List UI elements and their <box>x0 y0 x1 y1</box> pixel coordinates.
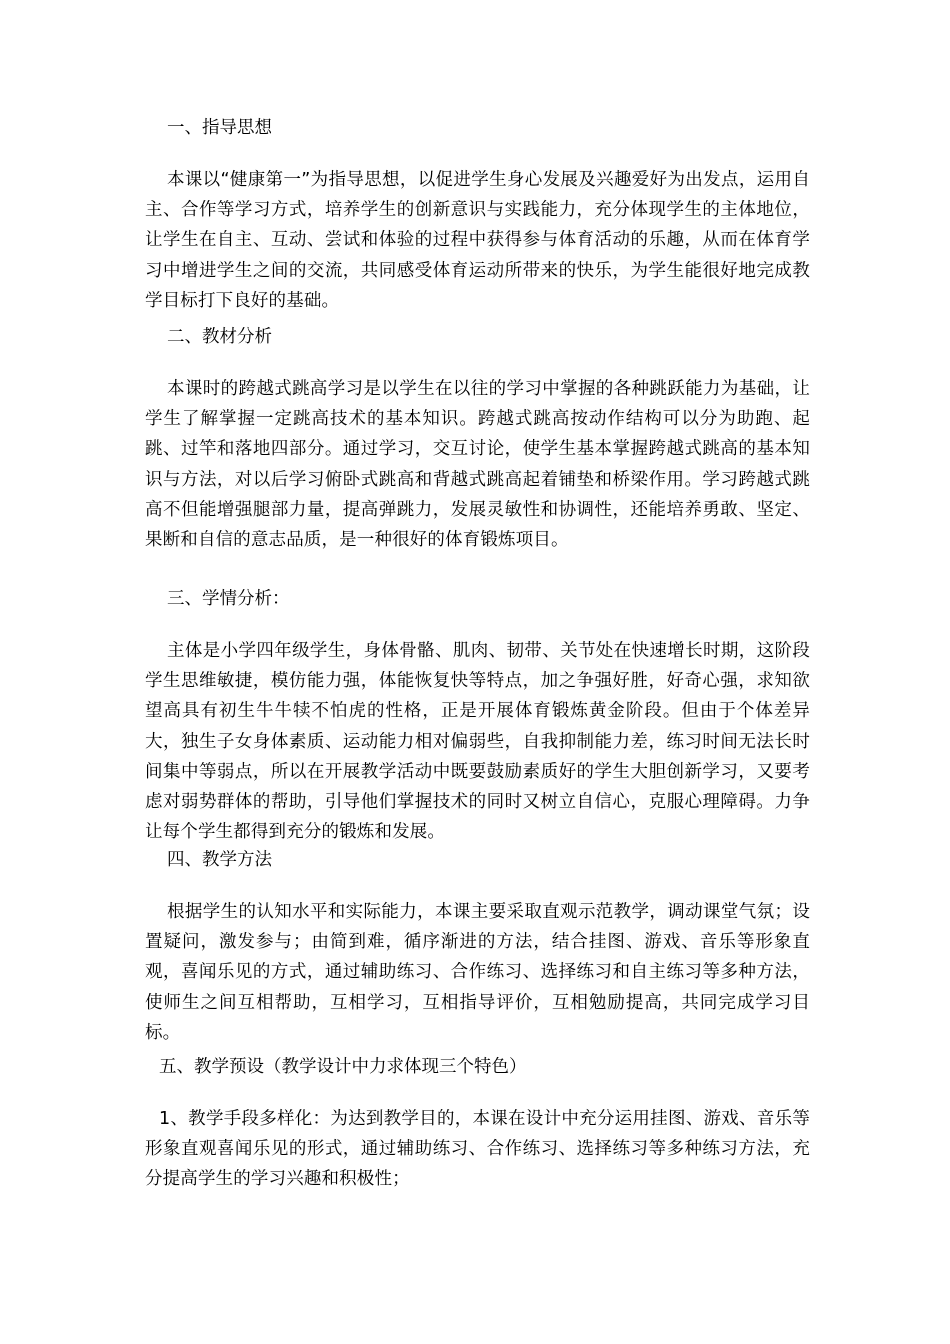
section-body-guiding-thought: 本课以“健康第一”为指导思想，以促进学生身心发展及兴趣爱好为出发点，运用自主、合作等学习方式，培养学生的创新意识与实践能力，充分体现学生的主体地位，让学生在自主、互动、尝试和体验的过程中获得参与体育活动的乐趣，从而在体育学习中增进学生之间的交流，共同感受体育运动所带来的快乐，为学生能很好地完成教学目标打下良好的基础。 <box>145 170 810 311</box>
section-heading-teaching-design: 五、教学预设（教学设计中力求体现三个特色） <box>159 1057 527 1077</box>
section-body-student-analysis: 主体是小学四年级学生，身体骨骼、肌肉、韧带、关节处在快速增长时期，这阶段学生思维敏捷，模仿能力强，体能恢复快等特点，加之争强好胜，好奇心强，求知欲望高具有初生牛牛犊不怕虎的性格，正是开展体育锻炼黄金阶段。但由于个体差异大，独生子女身体素质、运动能力相对偏弱些，自我抑制能力差，练习时间无法长时间集中等弱点，所以在开展教学活动中既要鼓励素质好的学生大胆创新学习，又要考虑对弱势群体的帮助，引导他们掌握技术的同时又树立自信心，克服心理障碍。力争让每个学生都得到充分的锻炼和发展。 <box>145 641 810 843</box>
section-body-teaching-method: 根据学生的认知水平和实际能力，本课主要采取直观示范教学，调动课堂气氛；设置疑问，激发参与；由简到难，循序渐进的方法，结合挂图、游戏、音乐等形象直观，喜闻乐见的方式，通过辅助练习、合作练习、选择练习和自主练习等多种方法，使师生之间互相帮助，互相学习，互相指导评价，互相勉励提高，共同完成学习目标。 <box>145 902 810 1043</box>
section-body-teaching-design: 1、教学手段多样化：为达到教学目的，本课在设计中充分运用挂图、游戏、音乐等形象直观喜闻乐见的形式，通过辅助练习、合作练习、选择练习等多种练习方法，充分提高学生的学习兴趣和积极性； <box>145 1109 810 1190</box>
section-heading-guiding-thought: 一、指导思想 <box>167 118 272 138</box>
section-heading-teaching-method: 四、教学方法 <box>167 850 272 870</box>
section-body-material-analysis: 本课时的跨越式跳高学习是以学生在以往的学习中掌握的各种跳跃能力为基础，让学生了解掌握一定跳高技术的基本知识。跨越式跳高按动作结构可以分为助跑、起跳、过竿和落地四部分。通过学习，交互讨论，使学生基本掌握跨越式跳高的基本知识与方法，对以后学习俯卧式跳高和背越式跳高起着铺垫和桥梁作用。学习跨越式跳高不但能增强腿部力量，提高弹跳力，发展灵敏性和协调性，还能培养勇敢、坚定、果断和自信的意志品质，是一种很好的体育锻炼项目。 <box>145 379 810 551</box>
section-heading-student-analysis: 三、学情分析： <box>167 589 290 609</box>
section-heading-material-analysis: 二、教材分析 <box>167 327 272 347</box>
